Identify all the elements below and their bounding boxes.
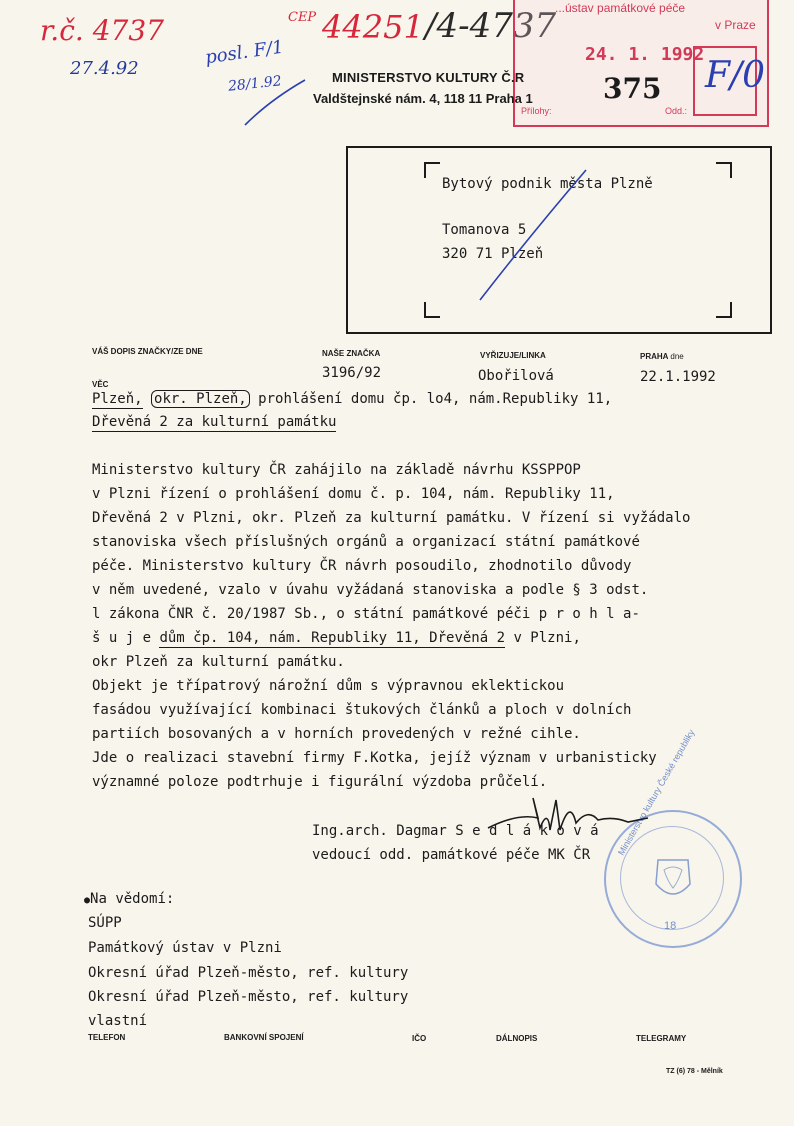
body-line: Ministerstvo kultury ČR zahájilo na základě návrhu KSSPPOP [92,462,581,478]
footer-telex: DÁLNOPIS [496,1034,538,1043]
body-line: Jde o realizaci stavební firmy F.Kotka, jejíž význam v urbanisticky [92,750,657,766]
ministry-address: Valdštejnské nám. 4, 118 11 Praha 1 [313,91,533,106]
subject-rest: prohlášení domu čp. lo4, nám.Republiky 11, [258,391,613,407]
footer-bank: BANKOVNÍ SPOJENÍ [224,1033,304,1042]
handwritten-reference-number: r.č. 4737 [40,14,164,47]
body-line: okr Plzeň za kulturní památku. [92,654,345,670]
subject-place: Plzeň, [92,391,143,407]
handwritten-cep-label: CEP [288,10,317,25]
ministry-name: MINISTERSTVO KULTURY Č.R [332,70,525,85]
cc-title [84,891,174,907]
body-line: významné poloze podtrhuje i figurální výzdoba průčelí. [92,774,548,790]
cc-item: SÚPP [88,915,122,931]
handled-by-value: Obořilová [478,368,554,384]
place-header-text: PRAHA [640,352,669,361]
cc-item: Okresní úřad Plzeň-město, ref. kultury [88,989,409,1005]
handwritten-stroke [240,70,310,130]
subject-line-2 [92,414,336,430]
recipient-address-box [346,146,772,334]
body-line-declaration [92,630,581,646]
subject-line-2-text: Dřevěná 2 za kulturní památku [92,414,337,430]
cc-item: Okresní úřad Plzeň-město, ref. kultury [88,965,409,981]
date-header-text: dne [670,352,684,361]
subject-district-circled: okr. Plzeň, [151,390,250,408]
stamp-attachments-label: Přílohy: [521,106,552,116]
declared-building: dům čp. 104, nám. Republiky 11, Dřevěná 2 [159,630,506,646]
bullet-icon: ● [84,895,91,906]
stamp-city: v Praze [715,18,756,32]
seal-inscription: Ministerstvo kultury České republiky [616,727,697,857]
signatory-title: vedoucí odd. památkové péče MK ČR [312,847,591,863]
your-letter-header: VÁŠ DOPIS ZNAČKY/ZE DNE [92,347,203,356]
footer-telephone: TELEFON [88,1033,126,1042]
body-line: l zákona ČNR č. 20/1987 Sb., o státní památkové péči p r o h l a- [92,606,640,622]
subject-header: VĚC [92,380,109,389]
handwritten-cep-number: 44251 [322,8,424,46]
place-header [640,352,684,361]
cc-item: vlastní [88,1013,148,1029]
body-line: stanoviska všech příslušných orgánů a organizací státní památkové [92,534,640,550]
letter-date-value: 22.1.1992 [640,369,716,385]
form-code: TZ (6) 78 - Mělník [666,1068,723,1075]
body-line: v Plzni řízení o prohlášení domu č. p. 104, nám. Republiky 11, [92,486,615,502]
body-line: Objekt je třípatrový nárožní dům s výpravnou eklektickou [92,678,565,694]
handwritten-strikethrough [478,168,588,303]
stamp-folio: F/0 [705,55,766,96]
address-corner [424,162,440,178]
body-line: péče. Ministerstvo kultury ČR návrh posoudilo, zhodnotilo důvody [92,558,632,574]
body-line: fasádou využívající kombinaci štukových článků a ploch v dolních [92,702,632,718]
body-line: Dřevěná 2 v Plzni, okr. Plzeň za kulturní památku. V řízení si vyžádalo [92,510,691,526]
address-corner [716,162,732,178]
cc-item: Památkový ústav v Plzni [88,940,282,956]
handwritten-date: 27.4.92 [70,58,139,79]
body-line: v něm uvedené, vzalo v úvahu vyžádaná stanoviska a podle § 3 odst. [92,582,649,598]
signatory-name: Ing.arch. Dagmar S e d l á k o v á [312,823,599,839]
stamp-number: 375 [603,72,662,105]
address-corner [424,302,440,318]
recipient-street: Tomanova 5 [442,222,527,238]
our-ref-header: NAŠE ZNAČKA [322,349,381,358]
stamp-institution: ...ústav památkové péče [555,1,686,15]
declaration-tail: v Plzni, [505,630,581,646]
footer-telegrams: TELEGRAMY [636,1034,687,1043]
stamp-date: 24. 1. 1992 [585,44,705,65]
footer-ico: IČO [412,1034,427,1043]
recipient-name: Bytový podnik města Plzně [442,176,653,192]
our-ref-value: 3196/92 [322,365,382,381]
handwritten-note-date: 28/1.92 [227,73,283,95]
handwritten-file-number: /4-4737 [425,6,557,46]
handled-by-header: VYŘIZUJE/LINKA [480,351,546,360]
recipient-city: 320 71 Plzeň [442,246,544,262]
registry-stamp [513,0,769,127]
seal-number: 18 [664,920,677,932]
address-corner [716,302,732,318]
subject-line-1 [92,391,612,407]
body-line: partiích bosovaných a v horních provedených v režné cihle. [92,726,581,742]
declaration-verb: š u j e [92,630,160,646]
handwritten-note: posl. F/1 [203,36,285,69]
cc-title-text: Na vědomí: [90,891,175,907]
stamp-department-label: Odd.: [665,106,688,116]
